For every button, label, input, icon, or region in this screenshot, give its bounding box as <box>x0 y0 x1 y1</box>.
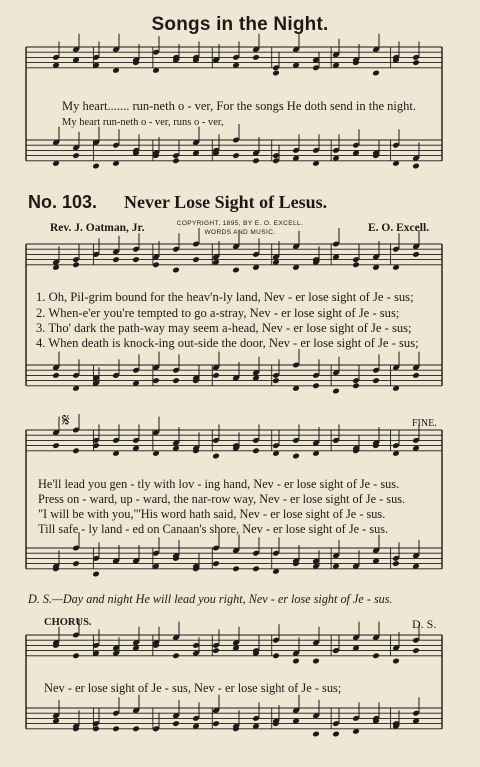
note-head <box>92 571 100 578</box>
note-head <box>372 70 380 77</box>
note-head <box>112 725 120 732</box>
note-head <box>72 261 80 268</box>
verse-1: 1. Oh, Pil-grim bound for the heav'n-ly land, Nev - er lose sight of Je - sus; <box>36 290 414 304</box>
hymn-author: Rev. J. Oatman, Jr. <box>50 222 145 234</box>
verse-2: 2. When-e'er you're tempted to go a-stray, Nev - er lose sight of Je - sus; <box>36 306 400 320</box>
chorus-lyric: Nev - er lose sight of Je - sus, Nev - er lose sight of Je - sus; <box>44 681 342 695</box>
segno-symbol: 𝄋 <box>62 410 70 431</box>
note-head <box>212 372 220 379</box>
note-head <box>112 256 120 263</box>
note-head <box>52 372 60 379</box>
note-head <box>132 725 140 732</box>
hymn-composer: E. O. Excell. <box>368 222 430 234</box>
note-head <box>412 59 420 66</box>
note-head <box>392 560 400 567</box>
note-head <box>212 453 220 460</box>
verse-3-refrain: "I will be with you,"'His word hath said, Nev - er lose sight of Je - sus. <box>38 507 386 521</box>
note-head <box>172 157 180 164</box>
note-head <box>92 163 100 170</box>
note-head <box>152 261 160 268</box>
copyright-notice <box>160 219 320 237</box>
copyright-line-1: COPYRIGHT, 1895, BY E. O. EXCELL. <box>176 220 304 227</box>
note-head <box>412 647 420 654</box>
note-head <box>192 256 200 263</box>
chorus-label: CHORUS. <box>44 617 92 628</box>
note-head <box>232 152 240 159</box>
note-head <box>212 720 220 727</box>
note-head <box>72 560 80 567</box>
note-head <box>352 382 360 389</box>
verse-1-refrain: He'll lead you gen - tly with lov - ing hand, Nev - er lose sight of Je - sus. <box>38 477 400 491</box>
note-head <box>172 377 180 384</box>
note-head <box>372 652 380 659</box>
note-head <box>312 382 320 389</box>
note-head <box>72 152 80 159</box>
note-head <box>352 261 360 268</box>
note-head <box>272 70 280 77</box>
note-head <box>412 372 420 379</box>
note-head <box>312 658 320 665</box>
previous-hymn-lyric-line-2: My heart run-neth o - ver, runs o - ver, <box>62 117 224 128</box>
note-head <box>292 453 300 460</box>
note-head <box>172 267 180 274</box>
note-head <box>272 377 280 384</box>
note-head <box>252 157 260 164</box>
note-head <box>72 652 80 659</box>
note-head <box>212 560 220 567</box>
previous-hymn-lyric-line-1: My heart....... run-neth o - ver, For the songs He doth send in the night. <box>62 99 416 113</box>
ds-label: D. S. <box>412 617 437 631</box>
note-head <box>212 647 220 654</box>
verse-3: 3. Tho' dark the path-way may seem a-head, Nev - er lose sight of Je - sus; <box>36 321 412 335</box>
note-head <box>412 163 420 170</box>
note-head <box>412 251 420 258</box>
hymn-title: Never Lose Sight of Lesus. <box>124 192 328 212</box>
note-head <box>132 256 140 263</box>
note-head <box>252 54 260 61</box>
note-head <box>172 652 180 659</box>
note-head <box>72 447 80 454</box>
note-head <box>232 565 240 572</box>
note-head <box>272 652 280 659</box>
verse-4-refrain: Till safe - ly land - ed on Canaan's shore, Nev - er lose sight of Je - sus. <box>38 522 389 536</box>
copyright-line-2: WORDS AND MUSIC. <box>204 229 276 236</box>
note-head <box>312 731 320 738</box>
ds-instruction-line: D. S.—Day and night He will lead you right, Nev - er lose sight of Je - sus. <box>28 592 393 606</box>
previous-hymn-title: Songs in the Night. <box>151 14 329 35</box>
note-head <box>332 388 340 395</box>
note-head <box>392 658 400 665</box>
note-head <box>252 447 260 454</box>
note-head <box>332 731 340 738</box>
note-head <box>252 565 260 572</box>
hymn-number: No. 103. <box>28 192 98 212</box>
verse-4: 4. When death is knock-ing out-side the door, Nev - er lose sight of Je - sus; <box>36 336 419 350</box>
note-head <box>292 658 300 665</box>
fine-marker: FINE. <box>412 418 437 429</box>
note-head <box>152 377 160 384</box>
note-head <box>172 720 180 727</box>
note-head <box>52 442 60 449</box>
note-head <box>372 377 380 384</box>
verse-2-refrain: Press on - ward, up - ward, the nar-row way, Nev - er lose sight of Je - sus. <box>38 492 406 506</box>
note-head <box>232 267 240 274</box>
